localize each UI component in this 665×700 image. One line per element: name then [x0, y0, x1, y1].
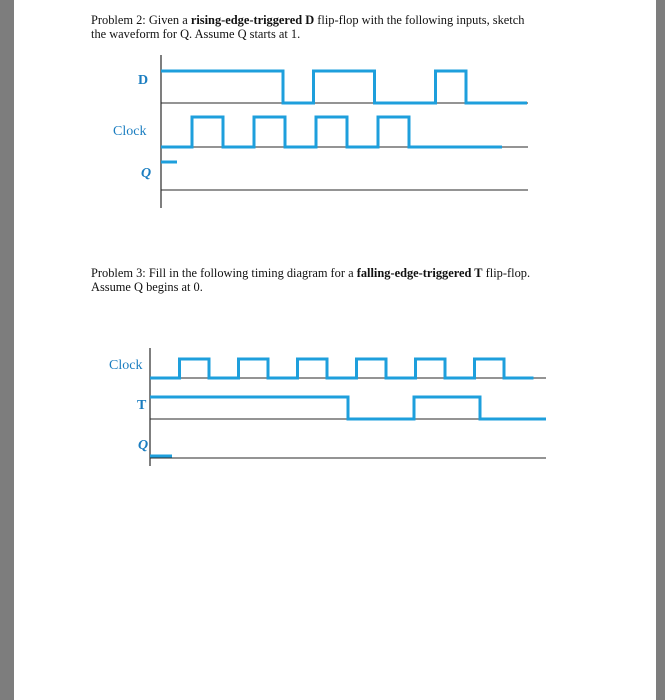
p3-q-label: Q: [138, 438, 149, 453]
problem-2-pre: Given a: [148, 13, 188, 27]
p2-clock-label: Clock: [113, 124, 147, 139]
p3-clock-label: Clock: [109, 358, 143, 373]
problem-3-line2: Assume Q begins at 0.: [91, 280, 203, 294]
p2-d-label: D: [138, 73, 149, 88]
problem-3-label: Problem 3:: [91, 266, 146, 280]
p2-d-waveform: [161, 71, 527, 103]
problem-2-label: Problem 2:: [91, 13, 146, 27]
problem-2-line2: the waveform for Q. Assume Q starts at 1.: [91, 27, 301, 41]
p3-clock-waveform: [150, 359, 534, 378]
p3-t-waveform: [150, 397, 546, 419]
problem-3-post: flip-flop.: [485, 266, 531, 280]
problem-2-post: flip-flop with the following inputs, sketch: [317, 13, 525, 27]
problem-3-pre: Fill in the following timing diagram for a: [148, 266, 354, 280]
problem-2-bold: rising-edge-triggered D: [190, 13, 315, 27]
p2-q-label: Q: [141, 166, 152, 181]
problem-3-bold: falling-edge-triggered T: [356, 266, 483, 280]
p3-t-label: T: [137, 398, 147, 413]
p2-clock-waveform: [161, 117, 502, 147]
